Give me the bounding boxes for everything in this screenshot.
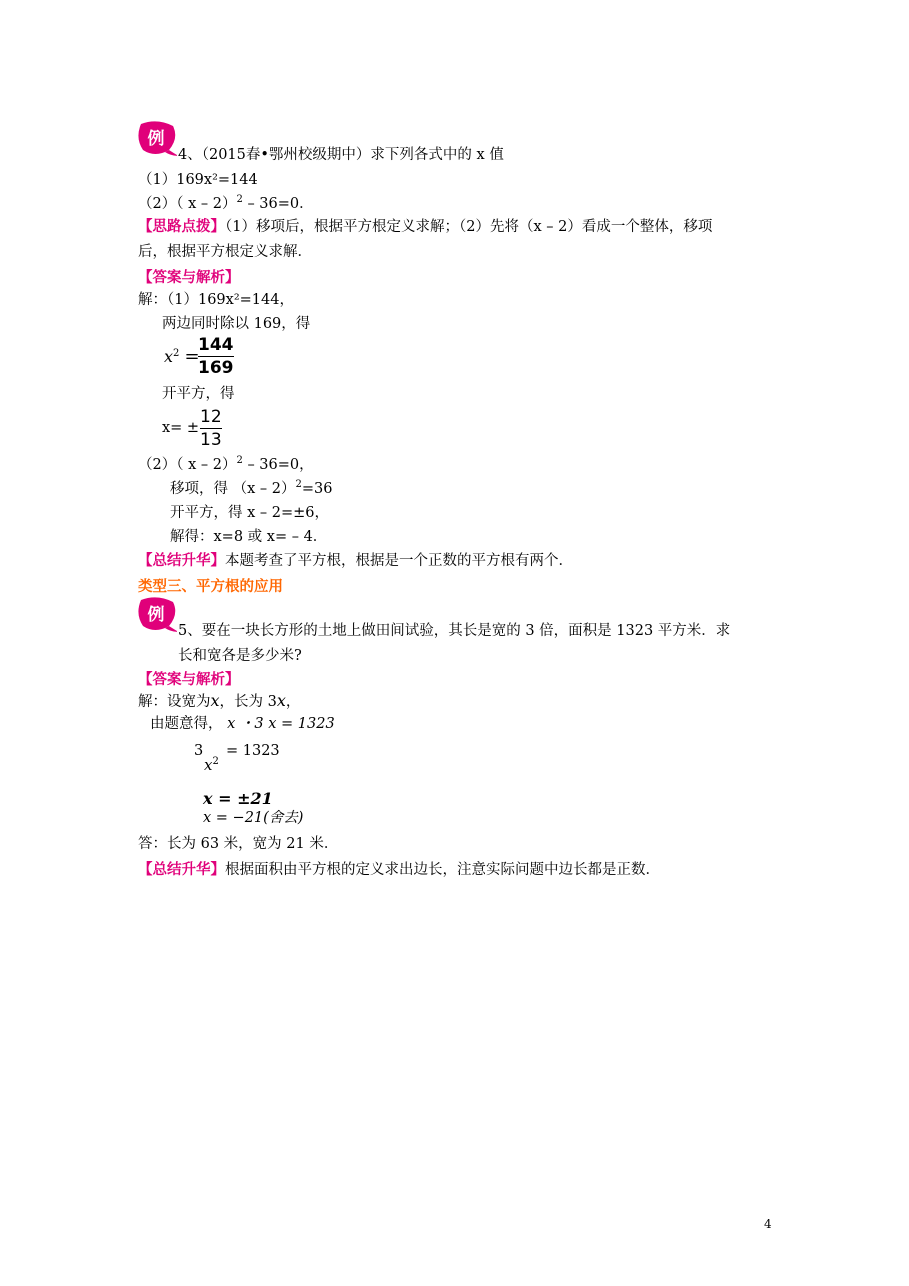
answer-tag-1: 【答案与解析】 (138, 270, 240, 286)
example-badge (135, 120, 177, 156)
example-5-line-2: 长和宽各是多少米? (178, 648, 302, 664)
answer-2-equation-3-x: $x^2$ (204, 756, 219, 774)
example-badge (135, 596, 177, 632)
answer-1-line-2: 两边同时除以 169，得 (162, 316, 311, 332)
equation-2-lhs: x= ± (162, 420, 200, 436)
equation-1-lhs: $x^2$ = (164, 346, 200, 367)
answer-2-line-1: 解：设宽为x，长为 3x， (138, 691, 301, 710)
answer-1-line-6: 开平方，得 x – 2=±6， (170, 505, 330, 521)
badge-glyph: 例 (147, 605, 165, 625)
example-5-line-1: 5、要在一块长方形的土地上做田间试验，其长是宽的 3 倍，面积是 1323 平方米．求 (178, 623, 731, 639)
section-title: 类型三、平方根的应用 (138, 579, 283, 595)
answer-2-equation-5: x = −21(舍去) (203, 810, 304, 826)
badge-glyph: 例 (147, 129, 165, 149)
summary-tag: 【总结升华】 (138, 862, 225, 878)
equation-1-fraction: 144 169 (198, 335, 234, 378)
answer-2-equation-3: 3 (194, 743, 204, 759)
example-4-title: 4、（2015春•鄂州校级期中）求下列各式中的 x 值 (178, 147, 504, 163)
summary-tag: 【总结升华】 (138, 553, 225, 569)
hint-line-2: 后，根据平方根定义求解． (138, 244, 312, 260)
summary-2: 【总结升华】根据面积由平方根的定义求出边长，注意实际问题中边长都是正数． (138, 862, 660, 878)
hint-line-1: 【思路点拨】（1）移项后，根据平方根定义求解；（2）先将（x – 2）看成一个整体，移项 (138, 219, 713, 235)
example-4-question-1: （1）169x²=144 (138, 172, 258, 188)
summary-1: 【总结升华】本题考查了平方根，根据是一个正数的平方根有两个． (138, 553, 573, 569)
answer-1-line-3: 开平方，得 (162, 386, 235, 402)
answer-tag-2: 【答案与解析】 (138, 672, 240, 688)
equation-2-fraction: 12 13 (200, 407, 222, 450)
answer-1-line-5: 移项，得 （x – 2）$^2$=36 (170, 479, 333, 497)
answer-2-conclusion: 答：长为 63 米，宽为 21 米． (138, 836, 339, 852)
page-number: 4 (764, 1217, 772, 1231)
answer-1-line-4: （2）（ x – 2）$^2$ – 36=0， (138, 455, 314, 473)
example-4-question-2: （2）（ x – 2）$^2$ – 36=0． (138, 194, 314, 212)
answer-2-line-2: 由题意得， x ・3 x = 1323 (150, 716, 335, 732)
hint-tag: 【思路点拨】 (138, 219, 225, 235)
answer-1-line-7: 解得：x=8 或 x= – 4． (170, 529, 328, 545)
answer-1-line-1: 解：（1）169x²=144， (138, 292, 294, 308)
answer-2-equation-4: x = ±21 (203, 789, 273, 808)
answer-2-equation-3-rhs: = 1323 (226, 743, 280, 759)
